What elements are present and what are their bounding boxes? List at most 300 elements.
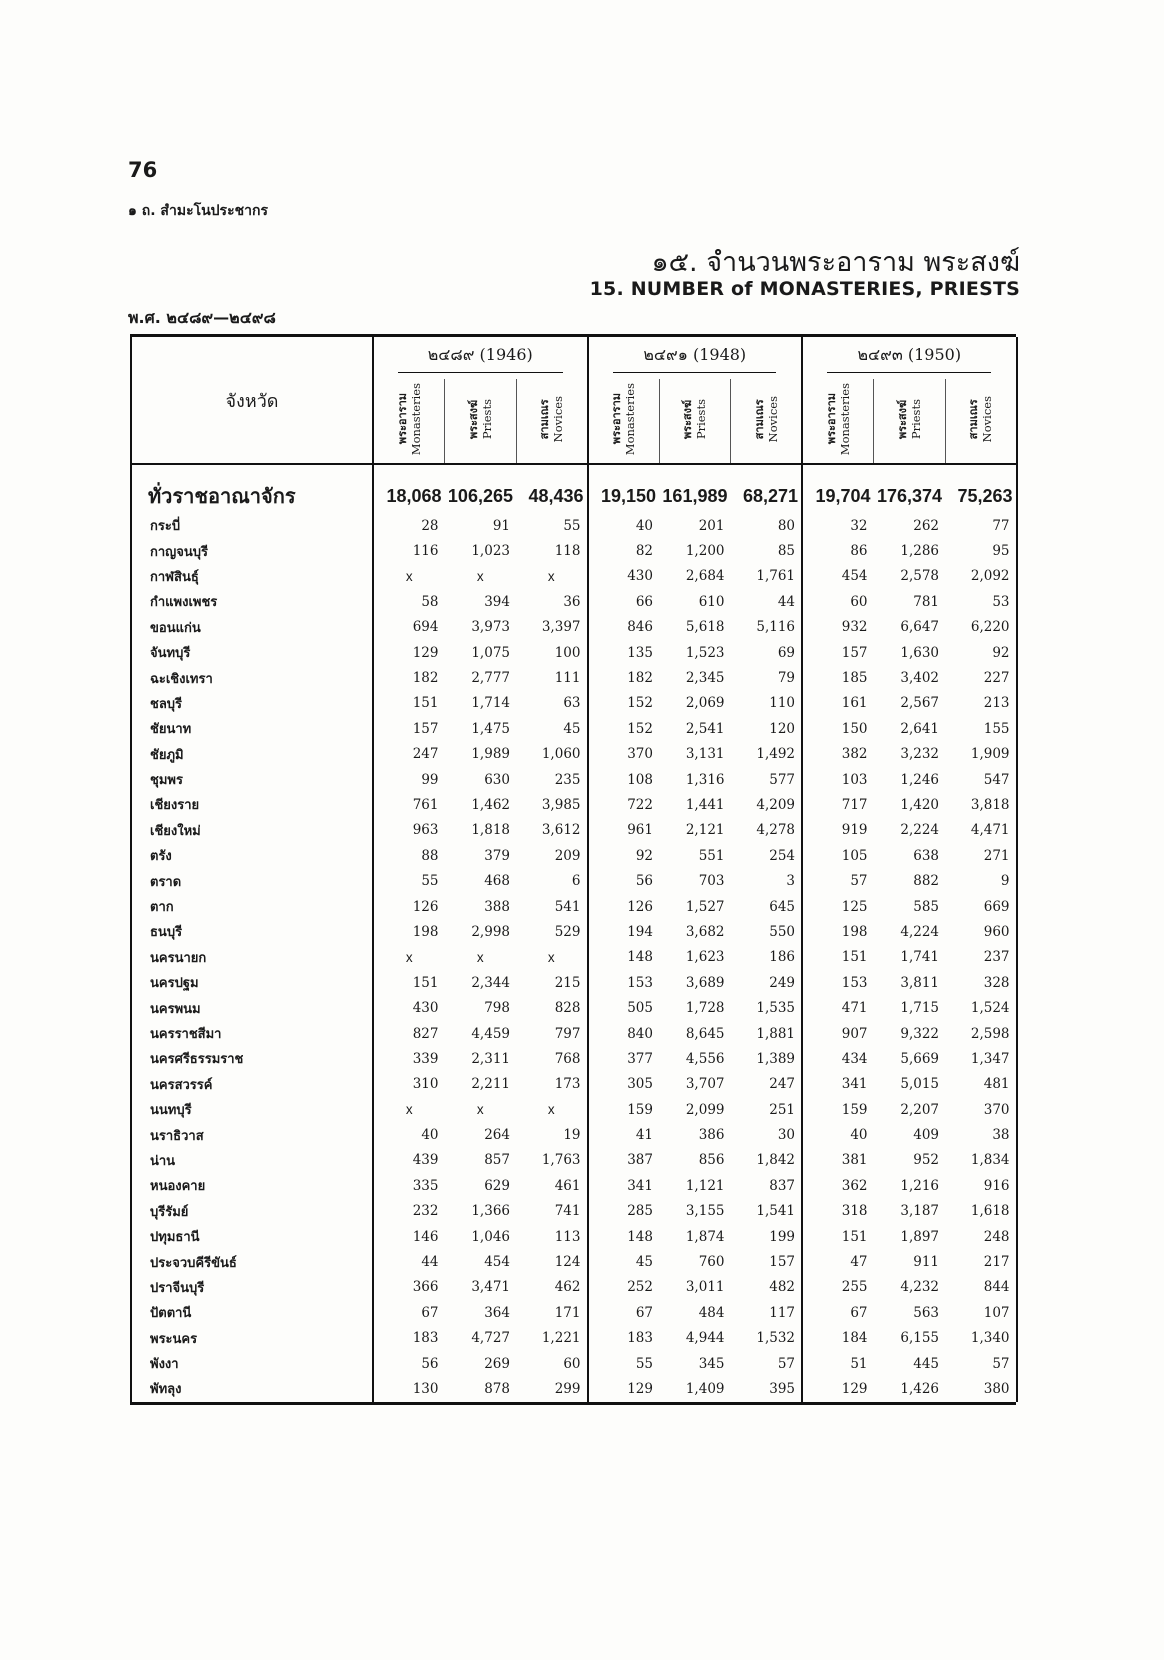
- cell-priests: 1,897: [900, 1228, 940, 1245]
- cell-monasteries: 60: [850, 593, 868, 610]
- cell-novices: 550: [731, 919, 803, 944]
- cell-monasteries: 148: [627, 949, 653, 966]
- cell-novices: 57: [731, 1351, 803, 1376]
- cell-monasteries: 67: [635, 1304, 653, 1321]
- province-name: ชลบุรี: [131, 691, 373, 716]
- cell-novices: 1,492: [731, 742, 803, 767]
- year-header-1948: [588, 337, 803, 379]
- cell-novices: 2,092: [945, 564, 1017, 589]
- cell-priests: 161,989: [662, 485, 728, 506]
- cell-priests: 388: [484, 898, 510, 915]
- cell-priests: 2,099: [685, 1101, 725, 1118]
- cell-monasteries: 454: [841, 568, 868, 585]
- cell-priests: 1,075: [471, 644, 510, 661]
- cell-priests: 2,684: [685, 568, 725, 585]
- cell-monasteries: 439: [412, 1152, 439, 1169]
- cell-priests: 1,200: [685, 543, 725, 560]
- province-name: กระบี่: [131, 513, 373, 538]
- cell-novices: 217: [945, 1249, 1017, 1274]
- cell-priests: 3,973: [471, 619, 510, 636]
- table-row: [131, 1148, 1017, 1173]
- subheader-monasteries: [373, 379, 445, 464]
- province-name: ชัยภูมิ: [131, 742, 373, 767]
- cell-priests: x: [476, 568, 484, 584]
- cell-novices: 199: [731, 1224, 803, 1249]
- subheader-label: [538, 396, 565, 442]
- cell-priests: 3,187: [900, 1203, 940, 1220]
- cell-novices: 4,471: [945, 818, 1017, 843]
- cell-monasteries: 717: [841, 796, 868, 813]
- cell-novices: 213: [945, 691, 1017, 716]
- year-range-label: พ.ศ. ๒๔๘๙—๒๔๙๘: [128, 308, 276, 327]
- cell-priests: 2,069: [685, 695, 725, 712]
- cell-novices: 541: [516, 894, 588, 919]
- province-name: ปราจีนบุรี: [131, 1275, 373, 1300]
- cell-priests: 3,131: [685, 746, 725, 763]
- cell-monasteries: 56: [421, 1355, 439, 1372]
- cell-monasteries: 434: [841, 1050, 868, 1067]
- cell-priests: 4,944: [685, 1330, 725, 1347]
- cell-novices: 768: [516, 1046, 588, 1071]
- cell-novices: 577: [731, 767, 803, 792]
- province-name: ตราด: [131, 868, 373, 893]
- cell-monasteries: 153: [841, 974, 868, 991]
- cell-priests: 563: [913, 1304, 940, 1321]
- subheader-label: [681, 399, 708, 439]
- cell-novices: x: [516, 1097, 588, 1122]
- subheader-thai: พระอาราม: [395, 393, 409, 445]
- cell-monasteries: 44: [421, 1254, 439, 1271]
- province-name: น่าน: [131, 1148, 373, 1173]
- cell-monasteries: 362: [841, 1177, 868, 1194]
- cell-monasteries: 185: [841, 670, 868, 687]
- cell-monasteries: 55: [635, 1355, 653, 1372]
- table-row: [131, 970, 1017, 995]
- cell-novices: 60: [516, 1351, 588, 1376]
- cell-priests: 8,645: [685, 1025, 725, 1042]
- cell-monasteries: 339: [412, 1050, 439, 1067]
- cell-monasteries: 126: [627, 898, 653, 915]
- cell-novices: 113: [516, 1224, 588, 1249]
- cell-monasteries: 55: [421, 873, 439, 890]
- cell-novices: 118: [516, 538, 588, 563]
- cell-novices: 529: [516, 919, 588, 944]
- cell-novices: 1,618: [945, 1199, 1017, 1224]
- cell-novices: 19: [516, 1122, 588, 1147]
- province-name: เชียงใหม่: [131, 818, 373, 843]
- subheader-english: Novices: [980, 395, 995, 443]
- subheader-novices: [516, 379, 588, 464]
- subheader-english: Priests: [479, 398, 494, 440]
- cell-priests: 2,541: [685, 720, 725, 737]
- cell-priests: 5,015: [900, 1076, 940, 1093]
- table-row: [131, 1072, 1017, 1097]
- cell-priests: 468: [484, 873, 510, 890]
- subheader-thai: พระสงฆ์: [466, 399, 480, 439]
- cell-monasteries: 184: [841, 1330, 868, 1347]
- table-row: [131, 640, 1017, 665]
- cell-priests: 2,224: [900, 822, 940, 839]
- cell-novices: 53: [945, 589, 1017, 614]
- cell-priests: 454: [484, 1254, 510, 1271]
- cell-novices: 249: [731, 970, 803, 995]
- subheader-label: [825, 383, 852, 455]
- province-name: ชุมพร: [131, 767, 373, 792]
- cell-priests: 264: [484, 1127, 510, 1144]
- cell-priests: 1,366: [471, 1203, 510, 1220]
- cell-novices: 251: [731, 1097, 803, 1122]
- cell-novices: 1,842: [731, 1148, 803, 1173]
- cell-monasteries: 151: [841, 1228, 868, 1245]
- total-row: [131, 464, 1017, 513]
- cell-novices: 462: [516, 1275, 588, 1300]
- table-body: [131, 464, 1017, 1402]
- cell-monasteries: 108: [627, 771, 653, 788]
- cell-priests: 1,475: [471, 720, 510, 737]
- cell-monasteries: 255: [841, 1279, 868, 1296]
- table-row: [131, 843, 1017, 868]
- cell-monasteries: 840: [627, 1025, 653, 1042]
- province-name: นครนายก: [131, 945, 373, 970]
- table-row: [131, 742, 1017, 767]
- cell-novices: 186: [731, 945, 803, 970]
- cell-priests: x: [476, 1102, 484, 1118]
- cell-monasteries: 387: [627, 1152, 653, 1169]
- cell-priests: 3,811: [900, 974, 940, 991]
- cell-novices: 328: [945, 970, 1017, 995]
- cell-novices: 111: [516, 665, 588, 690]
- cell-novices: 36: [516, 589, 588, 614]
- cell-novices: 3,612: [516, 818, 588, 843]
- cell-novices: 75,263: [945, 464, 1017, 513]
- cell-priests: 6,155: [900, 1330, 940, 1347]
- cell-monasteries: 366: [412, 1279, 439, 1296]
- cell-priests: 2,211: [471, 1076, 510, 1093]
- cell-novices: x: [516, 564, 588, 589]
- cell-monasteries: 67: [850, 1304, 868, 1321]
- cell-novices: 38: [945, 1122, 1017, 1147]
- subheader-priests: [659, 379, 731, 464]
- cell-novices: 481: [945, 1072, 1017, 1097]
- cell-priests: 1,989: [471, 746, 510, 763]
- subheader-priests: [874, 379, 946, 464]
- cell-priests: 1,874: [685, 1228, 725, 1245]
- cell-monasteries: 152: [627, 720, 653, 737]
- cell-novices: 215: [516, 970, 588, 995]
- cell-monasteries: 157: [412, 720, 439, 737]
- cell-priests: 3,689: [685, 974, 725, 991]
- cell-priests: 445: [913, 1355, 940, 1372]
- cell-priests: 1,426: [900, 1380, 940, 1397]
- cell-priests: 379: [484, 847, 510, 864]
- cell-monasteries: 919: [841, 822, 868, 839]
- cell-novices: 370: [945, 1097, 1017, 1122]
- cell-monasteries: 150: [841, 720, 868, 737]
- province-name: ปทุมธานี: [131, 1224, 373, 1249]
- cell-novices: 100: [516, 640, 588, 665]
- cell-novices: 173: [516, 1072, 588, 1097]
- subheader-english: Priests: [694, 398, 709, 440]
- cell-priests: 2,641: [900, 720, 940, 737]
- cell-priests: 3,011: [685, 1279, 725, 1296]
- subheader-english: Priests: [908, 398, 923, 440]
- cell-monasteries: 130: [412, 1380, 439, 1397]
- cell-monasteries: 57: [850, 873, 868, 890]
- cell-priests: 1,630: [900, 644, 940, 661]
- province-name: นนทบุรี: [131, 1097, 373, 1122]
- cell-priests: 262: [913, 517, 940, 534]
- subheader-english: Novices: [765, 395, 780, 443]
- cell-monasteries: 694: [412, 619, 439, 636]
- cell-novices: 797: [516, 1021, 588, 1046]
- cell-monasteries: 82: [635, 543, 653, 560]
- cell-novices: 45: [516, 716, 588, 741]
- province-name: นครราชสีมา: [131, 1021, 373, 1046]
- table-row: [131, 1326, 1017, 1351]
- cell-monasteries: 153: [627, 974, 653, 991]
- subheader-thai: พระสงฆ์: [681, 399, 695, 439]
- table-row: [131, 1046, 1017, 1071]
- cell-priests: 4,556: [685, 1050, 725, 1067]
- province-name: ตรัง: [131, 843, 373, 868]
- cell-monasteries: 92: [635, 847, 653, 864]
- cell-priests: 1,420: [900, 796, 940, 813]
- cell-priests: 2,777: [471, 670, 510, 687]
- year-header-label: ๒๔๙๓ (1950): [827, 343, 991, 373]
- table-row: [131, 615, 1017, 640]
- cell-novices: 482: [731, 1275, 803, 1300]
- cell-priests: 638: [913, 847, 940, 864]
- subheader-priests: [445, 379, 517, 464]
- cell-novices: 92: [945, 640, 1017, 665]
- cell-priests: 1,441: [685, 796, 725, 813]
- table-row: [131, 589, 1017, 614]
- cell-priests: 1,527: [685, 898, 725, 915]
- province-name: นครศรีธรรมราช: [131, 1046, 373, 1071]
- cell-priests: 1,715: [900, 1000, 940, 1017]
- cell-novices: 1,347: [945, 1046, 1017, 1071]
- province-name: นราธิวาส: [131, 1122, 373, 1147]
- province-name: กาฬสินธุ์: [131, 564, 373, 589]
- cell-monasteries: 232: [412, 1203, 439, 1220]
- cell-monasteries: 932: [841, 619, 868, 636]
- cell-monasteries: 41: [635, 1127, 653, 1144]
- cell-novices: 85: [731, 538, 803, 563]
- cell-monasteries: 285: [627, 1203, 653, 1220]
- cell-novices: 395: [731, 1376, 803, 1401]
- cell-priests: x: [476, 949, 484, 965]
- year-header-label: ๒๔๙๑ (1948): [613, 343, 776, 373]
- cell-monasteries: 151: [412, 695, 439, 712]
- cell-novices: 68,271: [731, 464, 803, 513]
- cell-novices: 69: [731, 640, 803, 665]
- cell-monasteries: 151: [841, 949, 868, 966]
- cell-priests: 386: [698, 1127, 725, 1144]
- cell-priests: 1,121: [685, 1177, 725, 1194]
- cell-priests: 4,232: [900, 1279, 940, 1296]
- cell-novices: 741: [516, 1199, 588, 1224]
- monasteries-table-container: [130, 334, 1016, 1405]
- table-row: [131, 1173, 1017, 1198]
- table-row: [131, 1249, 1017, 1274]
- cell-priests: 2,345: [685, 670, 725, 687]
- cell-novices: 1,221: [516, 1326, 588, 1351]
- province-column-header: จังหวัด: [131, 337, 373, 464]
- cell-priests: 1,462: [471, 796, 510, 813]
- table-row: [131, 1199, 1017, 1224]
- cell-monasteries: 40: [635, 517, 653, 534]
- cell-priests: 364: [484, 1304, 510, 1321]
- cell-priests: 781: [913, 593, 940, 610]
- cell-novices: 3: [731, 868, 803, 893]
- cell-novices: 1,524: [945, 995, 1017, 1020]
- cell-monasteries: 182: [412, 670, 439, 687]
- cell-monasteries: 722: [627, 796, 653, 813]
- cell-monasteries: 126: [412, 898, 439, 915]
- province-name: ตาก: [131, 894, 373, 919]
- cell-monasteries: 318: [841, 1203, 868, 1220]
- cell-novices: 669: [945, 894, 1017, 919]
- cell-monasteries: 198: [412, 923, 439, 940]
- cell-priests: 2,998: [471, 923, 510, 940]
- cell-priests: 5,669: [900, 1050, 940, 1067]
- cell-priests: 394: [484, 593, 510, 610]
- cell-monasteries: 19,150: [600, 485, 656, 506]
- table-row: [131, 665, 1017, 690]
- cell-priests: 9,322: [900, 1025, 940, 1042]
- year-header-1950: [802, 337, 1017, 379]
- cell-novices: 1,834: [945, 1148, 1017, 1173]
- cell-monasteries: 151: [412, 974, 439, 991]
- province-name: กำแพงเพชร: [131, 589, 373, 614]
- cell-monasteries: 471: [841, 1000, 868, 1017]
- cell-priests: 484: [698, 1304, 725, 1321]
- cell-priests: 1,409: [685, 1380, 725, 1397]
- province-name: หนองคาย: [131, 1173, 373, 1198]
- table-row: [131, 868, 1017, 893]
- year-header-1946: [373, 337, 588, 379]
- table-row: [131, 1351, 1017, 1376]
- cell-priests: 2,311: [471, 1050, 510, 1067]
- province-name: จันทบุรี: [131, 640, 373, 665]
- subheader-english: Novices: [551, 395, 565, 443]
- cell-monasteries: 198: [841, 923, 868, 940]
- subheader-english: Monasteries: [837, 382, 852, 456]
- cell-monasteries: 961: [627, 822, 653, 839]
- cell-novices: 1,060: [516, 742, 588, 767]
- province-name: ประจวบคีรีขันธ์: [131, 1249, 373, 1274]
- cell-novices: 235: [516, 767, 588, 792]
- cell-monasteries: 827: [412, 1025, 439, 1042]
- cell-monasteries: 67: [421, 1304, 439, 1321]
- cell-novices: 271: [945, 843, 1017, 868]
- cell-monasteries: 761: [412, 796, 439, 813]
- province-name: พัทลุง: [131, 1376, 373, 1401]
- cell-monasteries: x: [405, 568, 413, 584]
- cell-priests: 3,402: [900, 670, 940, 687]
- cell-monasteries: 157: [841, 644, 868, 661]
- page-number: 76: [128, 158, 158, 182]
- cell-monasteries: 159: [841, 1101, 868, 1118]
- table-row: [131, 894, 1017, 919]
- cell-novices: 227: [945, 665, 1017, 690]
- cell-novices: 4,278: [731, 818, 803, 843]
- province-name: ธนบุรี: [131, 919, 373, 944]
- cell-priests: 2,207: [900, 1101, 940, 1118]
- cell-novices: 837: [731, 1173, 803, 1198]
- cell-monasteries: 161: [841, 695, 868, 712]
- province-name: นครปฐม: [131, 970, 373, 995]
- subheader-thai: พระอาราม: [824, 393, 838, 445]
- cell-priests: 798: [484, 1000, 510, 1017]
- cell-novices: 3,985: [516, 792, 588, 817]
- cell-monasteries: 341: [627, 1177, 653, 1194]
- cell-novices: 547: [945, 767, 1017, 792]
- subheader-thai: สามเณร: [967, 399, 981, 440]
- province-name: พังงา: [131, 1351, 373, 1376]
- cell-priests: 1,741: [900, 949, 940, 966]
- cell-novices: 3,818: [945, 792, 1017, 817]
- cell-novices: 79: [731, 665, 803, 690]
- cell-priests: 2,344: [471, 974, 510, 991]
- table-row: [131, 1275, 1017, 1300]
- subheader-english: Monasteries: [408, 382, 423, 456]
- cell-monasteries: 182: [627, 670, 653, 687]
- cell-monasteries: 56: [635, 873, 653, 890]
- cell-priests: 551: [698, 847, 725, 864]
- cell-novices: 77: [945, 513, 1017, 538]
- cell-monasteries: 252: [627, 1279, 653, 1296]
- section-label: ๑ ถ. สำมะโนประชากร: [128, 203, 268, 219]
- subheader-label: [753, 396, 780, 442]
- cell-novices: 2,598: [945, 1021, 1017, 1046]
- cell-priests: 1,523: [685, 644, 725, 661]
- subheader-label: [610, 383, 637, 455]
- cell-novices: 1,761: [731, 564, 803, 589]
- cell-novices: 299: [516, 1376, 588, 1401]
- table-row: [131, 538, 1017, 563]
- subheader-label: [467, 399, 494, 439]
- province-name: กาญจนบุรี: [131, 538, 373, 563]
- province-name: นครพนม: [131, 995, 373, 1020]
- monasteries-table: [130, 337, 1018, 1402]
- cell-novices: 1,909: [945, 742, 1017, 767]
- cell-priests: 409: [913, 1127, 940, 1144]
- cell-monasteries: 47: [850, 1254, 868, 1271]
- cell-monasteries: 907: [841, 1025, 868, 1042]
- cell-monasteries: 129: [412, 644, 439, 661]
- cell-monasteries: 159: [627, 1101, 653, 1118]
- subheader-label: [967, 396, 994, 442]
- table-row: [131, 767, 1017, 792]
- province-name: ขอนแก่น: [131, 615, 373, 640]
- cell-monasteries: 846: [627, 619, 653, 636]
- cell-novices: 1,535: [731, 995, 803, 1020]
- cell-priests: 6,647: [900, 619, 940, 636]
- cell-novices: 30: [731, 1122, 803, 1147]
- cell-monasteries: 40: [421, 1127, 439, 1144]
- cell-novices: 248: [945, 1224, 1017, 1249]
- province-name: บุรีรัมย์: [131, 1199, 373, 1224]
- cell-priests: 856: [698, 1152, 725, 1169]
- cell-monasteries: x: [405, 949, 413, 965]
- cell-priests: 3,232: [900, 746, 940, 763]
- table-row: [131, 945, 1017, 970]
- cell-priests: 1,246: [900, 771, 940, 788]
- cell-priests: 4,727: [471, 1330, 510, 1347]
- table-title-english: 15. NUMBER of MONASTERIES, PRIESTS: [589, 278, 1020, 300]
- cell-monasteries: 88: [421, 847, 439, 864]
